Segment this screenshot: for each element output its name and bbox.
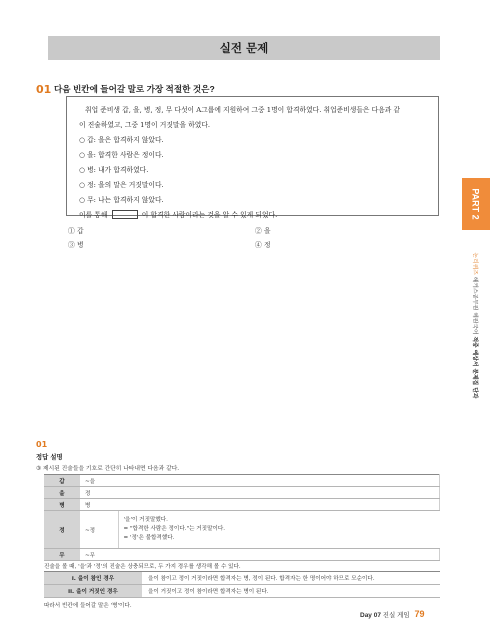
side-sub-highlight: 논리퀴즈	[471, 252, 478, 275]
question-text: 다음 빈칸에 들어갈 말로 가장 적절한 것은?	[54, 84, 215, 94]
answer-conclusion: 따라서 빈칸에 들어갈 말은 '병'이다.	[44, 603, 132, 609]
row-key: 병	[44, 499, 80, 511]
row-key: 을	[44, 487, 80, 499]
case-table	[44, 571, 440, 598]
statement-byeong: ○ 병: 내가 합격하였다.	[79, 166, 149, 174]
option-4[interactable]: ④ 정	[255, 241, 271, 249]
passage-intro-line-2: 이 진술하였고, 그중 1명이 거짓말을 하였다.	[79, 121, 211, 129]
row-value: ~무	[80, 549, 440, 561]
row-value: ~을	[80, 475, 440, 487]
footer-day: Day 07	[360, 612, 381, 619]
answer-number: 01	[36, 440, 48, 449]
side-subtitle	[460, 235, 492, 415]
table-row	[44, 549, 440, 561]
conclusion-before: 이를 통해	[79, 211, 108, 219]
answer-step-1: ③ 제시된 진술들을 기호로 간단히 나타내면 다음과 같다.	[36, 466, 180, 472]
row-notes	[118, 511, 440, 549]
answer-title: 정답 설명	[36, 454, 63, 461]
statement-gap: ○ 갑: 을은 합격하지 않았다.	[79, 136, 164, 144]
option-3[interactable]: ③ 병	[68, 241, 84, 249]
row-key: 갑	[44, 475, 80, 487]
table-row	[44, 499, 440, 511]
page-number: 79	[414, 609, 425, 619]
statement-eul: ○ 을: 합격한 사람은 정이다.	[79, 151, 164, 159]
row-key: 정	[44, 511, 80, 549]
page-footer	[360, 609, 425, 619]
row-key: 무	[44, 549, 80, 561]
symbol-table	[44, 474, 440, 561]
answer-blank	[112, 210, 138, 219]
case-value: 을이 거짓이고 정이 참이라면 합격자는 병이 된다.	[142, 585, 440, 598]
row-value: 병	[80, 499, 440, 511]
case-key: ii. 을이 거짓인 경우	[44, 585, 142, 598]
note-line: '을'이 거짓말했다.	[123, 517, 168, 523]
passage-box	[66, 96, 439, 219]
table-row	[44, 585, 440, 598]
question-number: 01	[36, 83, 52, 96]
table-row	[44, 475, 440, 487]
row-value: 정	[80, 487, 440, 499]
footer-topic: 진실 게임	[382, 612, 410, 619]
side-sub-bold: 적중 예상서 문제집 단과	[471, 335, 478, 398]
option-2[interactable]: ② 을	[255, 227, 271, 235]
note-line: = "합격한 사람은 정이다."는 거짓말이다.	[123, 526, 226, 532]
passage-intro-line-1: 취업 준비생 갑, 을, 병, 정, 무 다섯이 A그룹에 지원하여 그중 1명이 합격하였다. 취업준비생들은 다음과 같	[85, 106, 401, 114]
table-row	[44, 572, 440, 585]
table-row	[44, 511, 440, 549]
row-value: ~정	[80, 511, 118, 549]
case-key: i. 을이 참인 경우	[44, 572, 142, 585]
statement-mu: ○ 무: 나는 합격하지 않았다.	[79, 196, 164, 204]
conclusion-after: 이 합격한 사람이라는 것을 알 수 있게 되었다.	[141, 211, 278, 219]
option-1[interactable]: ① 갑	[68, 227, 84, 235]
statement-jeong: ○ 정: 을의 말은 거짓말이다.	[79, 181, 164, 189]
note-line: = '정'은 불합격했다.	[123, 535, 175, 541]
section-banner: 실전 문제	[48, 36, 440, 60]
passage-conclusion	[77, 208, 430, 223]
side-sub-text: 해커스공무원 혜원국어	[471, 276, 478, 336]
answer-note: 진술을 볼 때, '을'과 '정'의 진술은 상충되므로, 두 가지 경우를 생각해 볼 수 있다.	[44, 564, 241, 570]
case-value: 을이 참이고 정이 거짓이라면 합격자는 병, 정이 된다. 합격자는 한 명이어야 하므로 모순이다.	[142, 572, 440, 585]
table-row	[44, 487, 440, 499]
part-tab-label: PART 2	[471, 188, 481, 220]
